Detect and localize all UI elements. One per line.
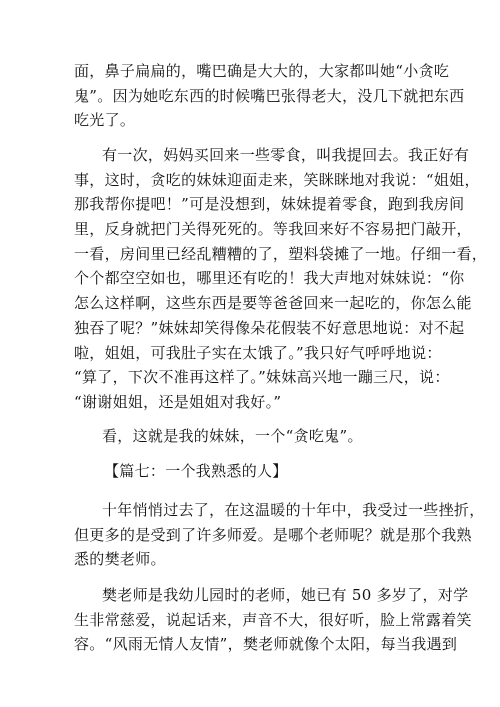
text-line: 怎么这样啊，这些东西是要等爸爸回来一起吃的，你怎么能	[74, 294, 472, 313]
text-line: “谢谢姐姐，还是姐姐对我好。”	[74, 392, 282, 411]
text-line: 十年悄悄过去了，在这温暖的十年中，我受过一些挫折，	[102, 501, 485, 519]
text-line: 啦，姐姐，可我肚子实在太饿了。”我只好气呼呼地说：	[74, 343, 442, 362]
paragraph-5	[74, 583, 472, 657]
text-line: 里，反身就把门关得死死的。等我回来好不容易把门敲开，	[74, 220, 472, 239]
paragraph-2	[74, 143, 488, 415]
text-line: 个个都空空如也，哪里还有吃的！我大声地对妹妹说：“你	[74, 269, 465, 288]
text-line: 面，鼻子扁扁的，嘴巴确是大大的，大家都叫她“小贪吃	[74, 62, 450, 80]
text-line: 独吞了呢？”妹妹却笑得像朵花假装不好意思地说：对不起	[74, 318, 465, 337]
text-line: 樊老师是我幼儿园时的老师，她已有 50 多岁了，对学	[102, 586, 469, 604]
text-line: 鬼”。因为她吃东西的时候嘴巴张得老大，没几下就把东西	[74, 86, 465, 105]
text-line: 悉的樊老师。	[74, 550, 166, 569]
text-line: 事，这时，贪吃的妹妹迎面走来，笑眯眯地对我说：“姐姐，	[74, 170, 480, 189]
text-line: 看，这就是我的妹妹，一个“贪吃鬼”。	[102, 427, 363, 445]
text-line: 但更多的是受到了许多师爱。是哪个老师呢？就是那个我熟	[74, 525, 472, 544]
text-line: “算了，下次不准再这样了。”妹妹高兴地一蹦三尺，说：	[74, 368, 450, 387]
text-line: 那我帮你提吧！”可是没想到，妹妹提着零食，跑到我房间	[74, 195, 465, 214]
text-line: 生非常慈爱，说起话来，声音不大，很好听，脸上常露着笑	[74, 610, 472, 629]
section-heading	[74, 459, 434, 484]
text-line: 有一次，妈妈买回来一些零食，叫我提回去。我正好有	[102, 146, 470, 164]
text-line: 容。“风雨无情人友情”，樊老师就像个太阳，每当我遇到	[74, 635, 458, 654]
section-heading-text: 【篇七：一个我熟悉的人】	[104, 462, 288, 480]
text-line: 吃光了。	[74, 111, 136, 130]
paragraph-4	[74, 498, 485, 572]
text-line: 一看，房间里已经乱糟糟的了，塑料袋摊了一地。仔细一看，	[74, 244, 488, 263]
paragraph-3	[74, 424, 434, 449]
paragraph-1	[74, 59, 465, 133]
